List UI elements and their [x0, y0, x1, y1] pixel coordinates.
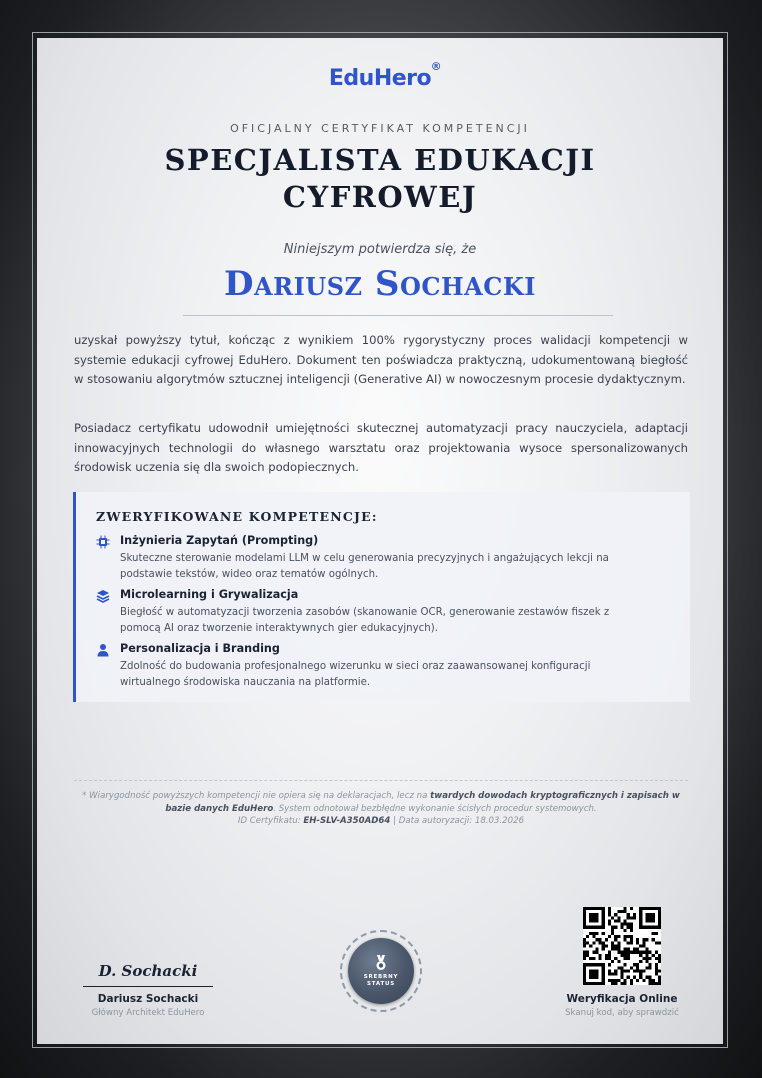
signature-script: D. Sochacki	[98, 962, 198, 980]
competency-title: Inżynieria Zapytań (Prompting)	[120, 534, 319, 547]
verification-title: Weryfikacja Online	[566, 993, 678, 1005]
name-underline	[183, 315, 613, 316]
chip-icon	[96, 535, 110, 549]
certificate-title: SPECJALISTA EDUKACJI CYFROWEJ	[164, 143, 596, 214]
verification-subtitle: Skanuj kod, aby sprawdzić	[565, 1008, 679, 1018]
competency-title: Personalizacja i Branding	[120, 642, 280, 655]
medal-icon	[374, 955, 388, 971]
body-paragraph-2: Posiadacz certyfikatu udowodnił umiejętności skutecznej automatyzacji pracy nauczyciela, adaptacji innowacyjnych technologii do własnego warsztatu oraz projektowania wysoce spersonalizowanych środowisk uczenia się dla swoich podopiecznych.	[74, 421, 688, 474]
footnote: * Wiarygodność powyższych kompetencji nie opiera się na deklaracjach, lecz na twardych dowodach kryptograficznych i zapisach w bazie danych EduHero. System odnotował bezbłędne wykonanie ścisłych procedur systemowych. ID Certyfikatu: EH-SLV-A350AD64 | Data autoryzacji: 18.03.2026	[82, 791, 680, 826]
signature-block	[83, 960, 213, 1018]
signature-line	[83, 986, 213, 987]
competency-title: Microlearning i Grywalizacja	[120, 588, 299, 601]
competencies-box	[73, 492, 690, 702]
footnote-emphasis: twardych dowodach kryptograficznych i zapisach w bazie danych EduHero	[165, 791, 680, 814]
qr-code[interactable]	[583, 907, 661, 985]
body-paragraph-1: uzyskał powyższy tytuł, kończąc z wynikiem 100% rygorystyczny proces walidacji kompetencji w systemie edukacji cyfrowej EduHero. Dokument ten poświadcza praktyczną, udokumentowaną biegłość w stosowaniu algorytmów sztucznej inteligencji (Generative AI) w nowoczesnym procesie dydaktycznym.	[74, 333, 688, 386]
registered-mark: ®	[430, 60, 442, 73]
recipient-name: Dariusz Sochacki	[224, 264, 536, 304]
user-icon	[96, 643, 110, 657]
signatory-name: Dariusz Sochacki	[97, 993, 199, 1005]
competencies-heading: ZWERYFIKOWANE KOMPETENCJE:	[96, 509, 378, 524]
authorization-date: | Data autoryzacji: 18.03.2026	[390, 816, 525, 826]
signatory-role: Główny Architekt EduHero	[91, 1008, 205, 1018]
silver-status-badge	[340, 930, 422, 1012]
certificate-id: EH-SLV-A350AD64	[303, 816, 391, 826]
competency-description: Biegłość w automatyzacji tworzenia zasobów (skanowanie OCR, generowanie zestawów fiszek z pomocą AI oraz tworzenie interaktywnych gier edukacyjnych).	[120, 607, 610, 634]
competency-description: Skuteczne sterowanie modelami LLM w celu generowania precyzyjnych i angażujących lekcji na podstawie tekstów, wideo oraz tematów ogólnych.	[120, 553, 609, 580]
logo-text: EduHero	[328, 66, 432, 91]
certificate-subtitle: OFICJALNY CERTYFIKAT KOMPETENCJI	[230, 122, 530, 135]
confirm-text: Niniejszym potwierdza się, że	[283, 242, 477, 257]
footnote-divider	[74, 780, 688, 781]
competency-description: Zdolność do budowania profesjonalnego wizerunku w sieci oraz zaawansowanej konfiguracji wirtualnego środowiska nauczania na platformie.	[120, 661, 591, 688]
layers-icon	[96, 589, 110, 603]
verification-block	[537, 993, 707, 1018]
badge-text: SREBRNY STATUS	[363, 973, 399, 987]
certificate-paper	[37, 38, 723, 1044]
eduhero-logo	[37, 60, 723, 91]
